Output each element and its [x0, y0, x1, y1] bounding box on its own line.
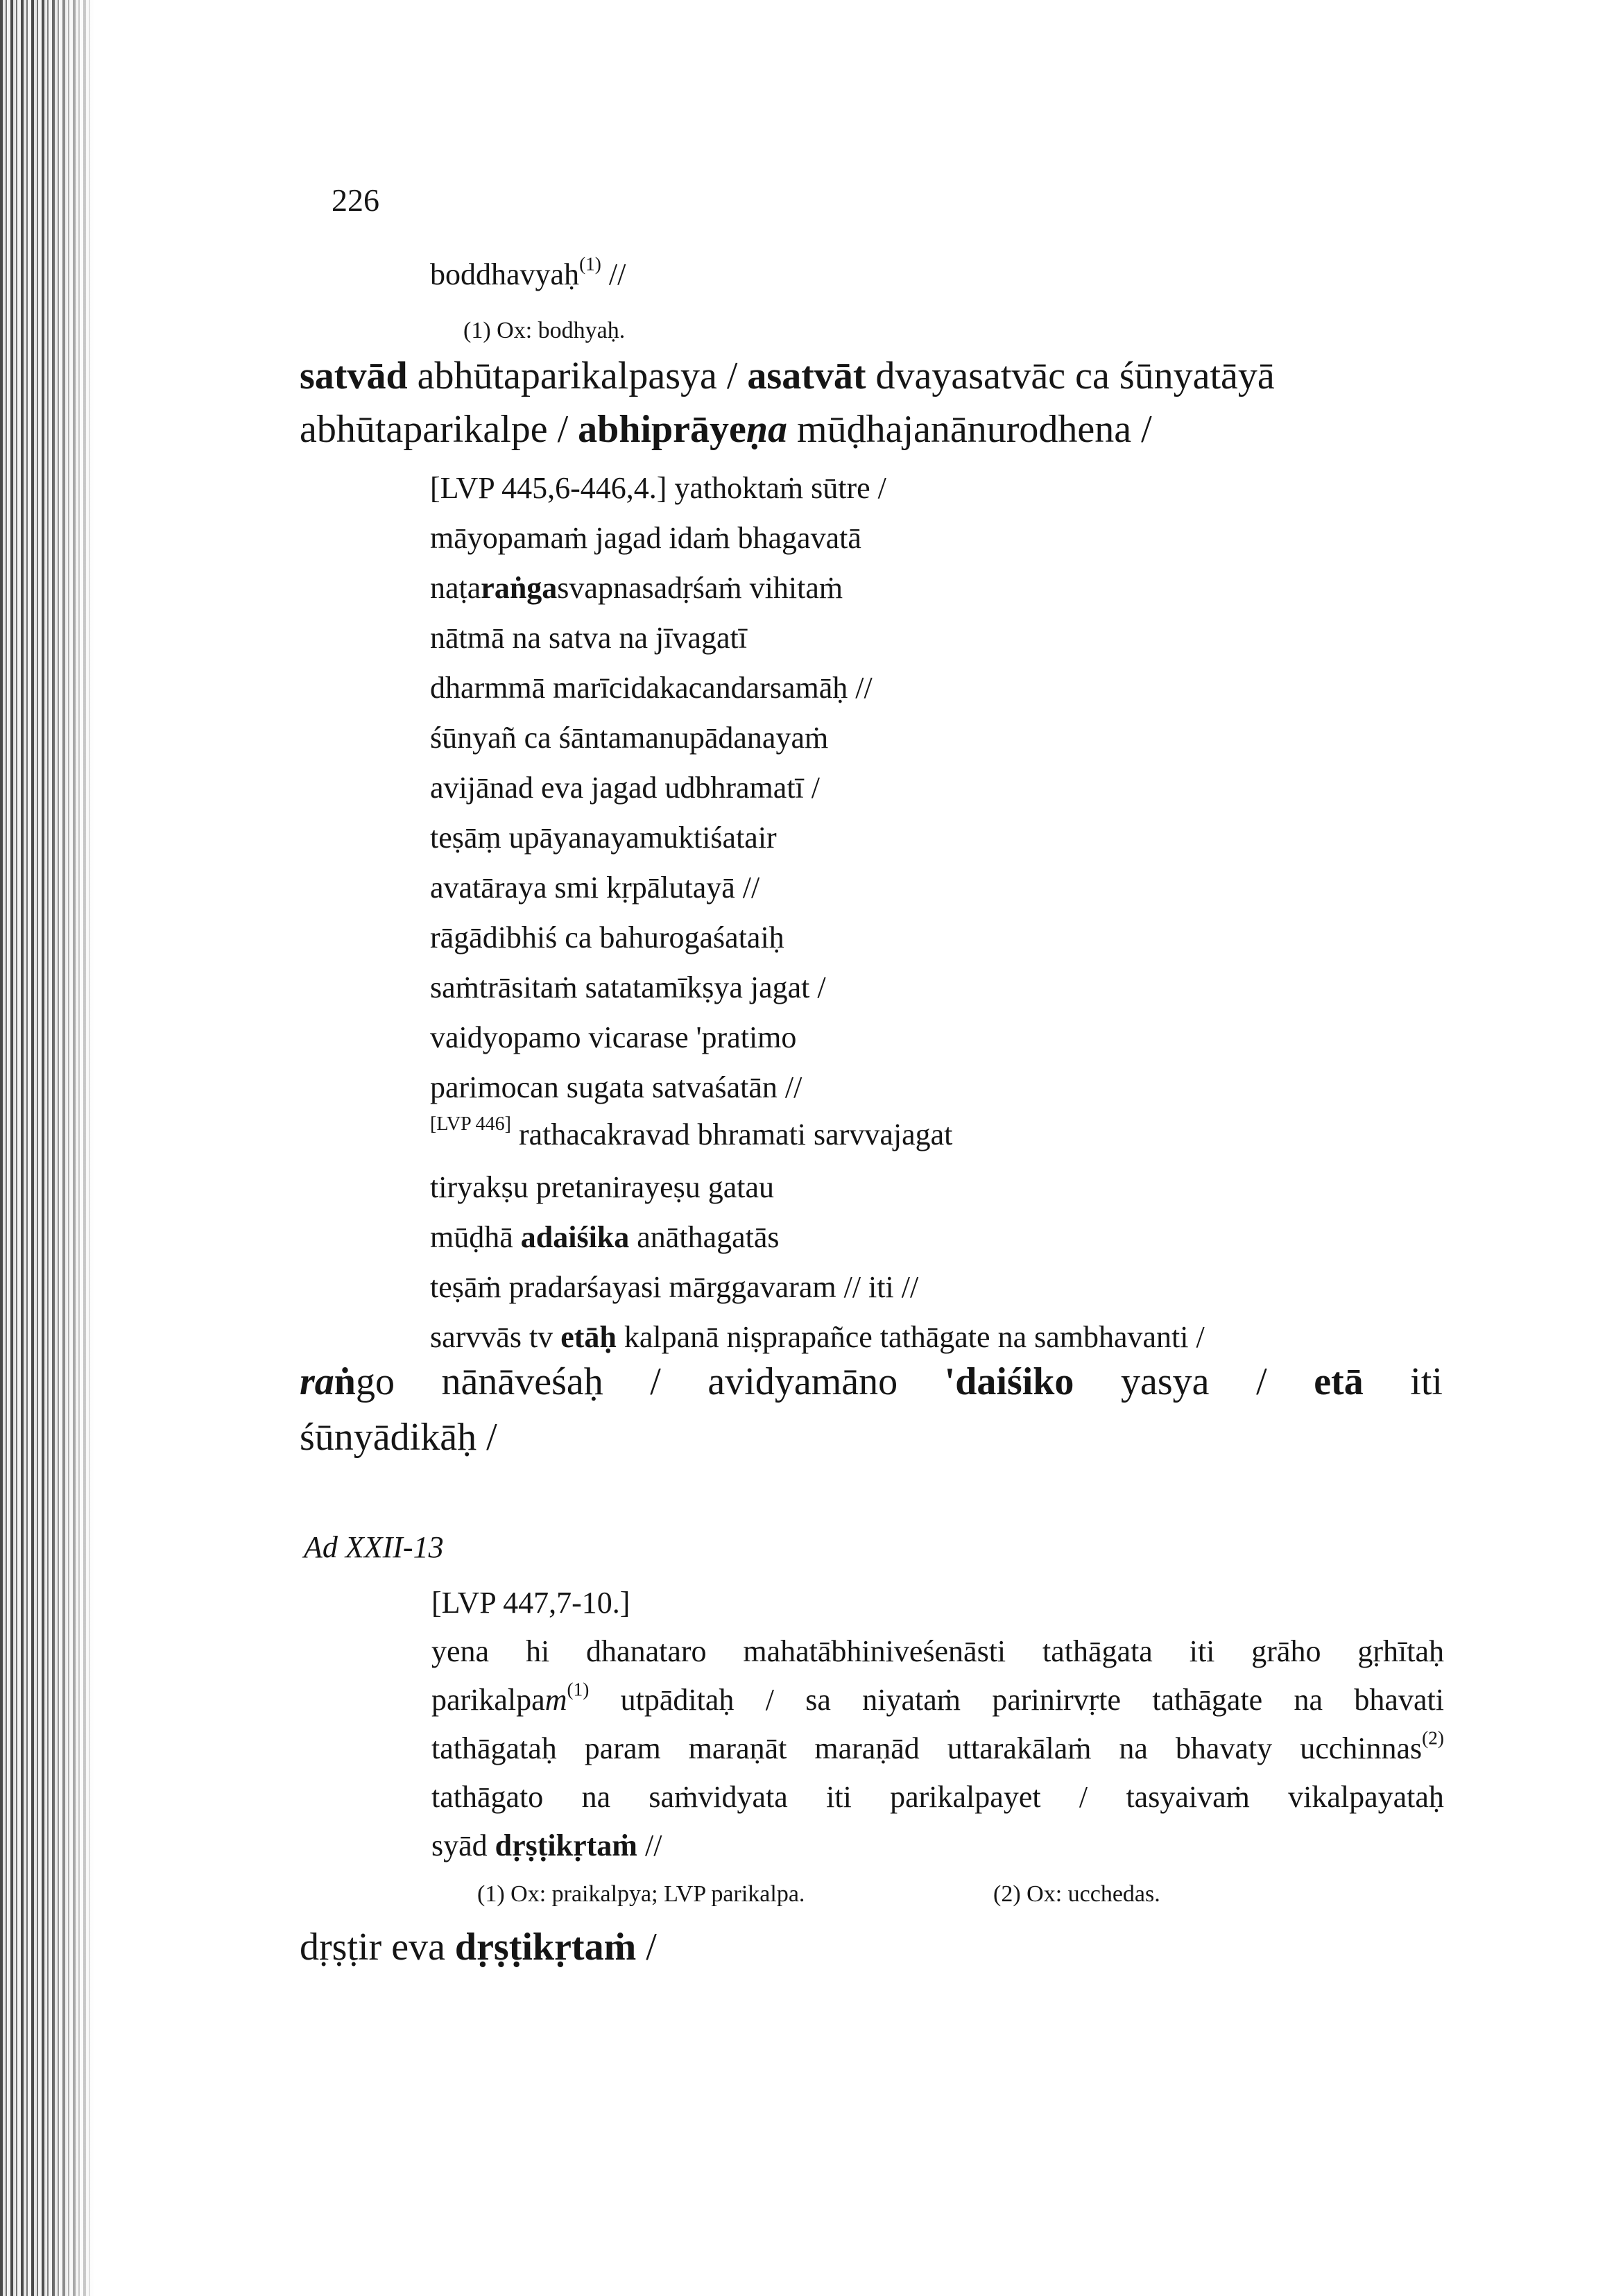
section-heading: Ad XXII-13	[304, 1530, 444, 1564]
verse-line-boddhavyah: boddhavyaḥ$^{(1)}$ //	[430, 253, 626, 291]
verse-line: naṭaraṅgasvapnasadṛśaṁ vihitaṁ	[430, 571, 843, 605]
verse-line: teṣāṁ pradarśayasi mārggavaram // iti //	[430, 1270, 919, 1304]
prose-line-5: syād dṛṣṭikṛtaṁ //	[431, 1828, 662, 1862]
footnote-section-1: (1) Ox: praikalpya; LVP parikalpa.	[477, 1881, 805, 1907]
commentary-line-5: dṛṣṭir eva dṛṣṭikṛtaṁ /	[300, 1926, 657, 1969]
section-reference: [LVP 447,7-10.]	[431, 1586, 630, 1620]
verse-line: dharmmā marīcidakacandarsamāḥ //	[430, 671, 873, 705]
prose-line-1: yena hi dhanataro mahatābhiniveśenāsti tathāgata iti grāho gṛhītaḥ	[431, 1634, 1444, 1668]
verse-line: avatāraya smi kṛpālutayā //	[430, 871, 760, 905]
prose-line-3: tathāgataḥ param maraṇāt maraṇād uttarakālaṁ na bhavaty ucchinnas$^{(2)}$	[431, 1727, 1444, 1765]
verse-line: māyopamaṁ jagad idaṁ bhagavatā	[430, 521, 861, 555]
verse-line: śūnyañ ca śāntamanupādanayaṁ	[430, 721, 829, 755]
verse-line: vaidyopamo vicarase 'pratimo	[430, 1020, 797, 1054]
page-number: 226	[332, 182, 379, 218]
verse-line: tiryakṣu pretanirayeṣu gatau	[430, 1170, 775, 1204]
verse-line: rāgādibhiś ca bahurogaśataiḥ	[430, 920, 784, 954]
verse-line: [LVP 446] rathacakravad bhramati sarvvajagat	[430, 1113, 953, 1151]
prose-line-4: tathāgato na saṁvidyata iti parikalpayet / tasyaivaṁ vikalpayataḥ	[431, 1780, 1444, 1814]
verse-line: [LVP 445,6-446,4.] yathoktaṁ sūtre /	[430, 471, 886, 505]
verse-line: nātmā na satva na jīvagatī	[430, 621, 747, 655]
footnote-section-2: (2) Ox: ucchedas.	[993, 1881, 1160, 1907]
verse-line: teṣāṃ upāyanayamuktiśatair	[430, 821, 777, 855]
commentary-line-3: raṅgo nānāveśaḥ / avidyamāno 'daiśiko yasya / etā iti	[300, 1360, 1443, 1403]
commentary-line-4: śūnyādikāḥ /	[300, 1416, 497, 1459]
commentary-line-2: abhūtaparikalpe / abhiprāyeṇa mūḍhajanānurodhena /	[300, 408, 1152, 451]
verse-line: avijānad eva jagad udbhramatī /	[430, 771, 820, 805]
verse-line: sarvvās tv etāḥ kalpanā niṣprapañce tathāgate na sambhavanti /	[430, 1320, 1205, 1354]
binding-fade	[42, 0, 104, 2296]
verse-line: saṁtrāsitaṁ satatamīkṣya jagat /	[430, 970, 826, 1004]
verse-line: parimocan sugata satvaśatān //	[430, 1070, 802, 1104]
prose-line-2: parikalpam$^{(1)}$ utpāditaḥ / sa niyataṁ parinirvṛte tathāgate na bhavati	[431, 1679, 1444, 1717]
footnote-1: (1) Ox: bodhyaḥ.	[463, 318, 626, 343]
verse-line: mūḍhā adaiśika anāthagatās	[430, 1220, 780, 1254]
commentary-line-1: satvād abhūtaparikalpasya / asatvāt dvayasatvāc ca śūnyatāyā	[300, 354, 1275, 397]
